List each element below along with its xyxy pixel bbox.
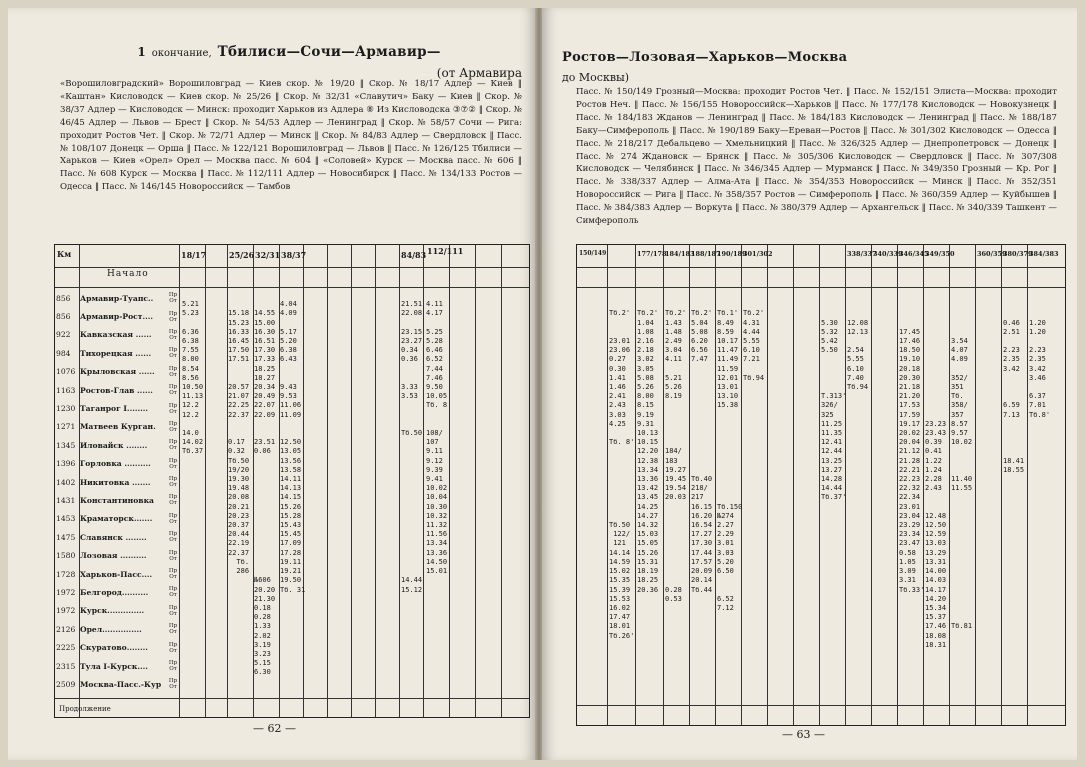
time-column: 4.11 4.17 5.25 5.28 6.46 6.52 7.44 7.46 9.50 10.05 Тб. 8 108/ 107 9.11 9.12 9.39 9.41 10.02 10.04 10.30 10.32 11.32 11.56 13.34 13.36 14.50 15.01 — [426, 300, 448, 576]
col-header: 150/149 — [579, 250, 607, 257]
time-column: 15.18 15.23 16.33 16.45 17.50 17.51 20.57 21.07 22.25 22.37 0.17 0.32 Тб.50 19/20 19.30 19.48 20.08 20.21 20.23 20.37 20.44 22.19 22.37 Тб. 286 — [228, 309, 250, 576]
time-column: Тб.2' 1.43 1.48 2.49 3.04 4.11 5.21 5.26 8.19 184/ 183 19.27 19.45 19.54 20.03 0.28 0.53 — [665, 309, 687, 603]
left-page — [8, 8, 536, 760]
timetable-left — [54, 244, 530, 718]
time-column: Тб.2' 1.04 1.08 2.16 2.18 3.02 3.05 5.08 5.26 8.00 8.15 9.19 9.31 10.13 10.15 12.20 12.38 13.34 13.36 13.42 13.45 14.25 14.27 14.32 15.03 15.05 15.26 15.31 18.19 18.25 20.36 — [637, 309, 659, 594]
time-column: 3.54 4.07 4.09 352/ 351 Тб. 358/ 357 8.57 9.57 10.02 11.40 11.55 Тб.81 — [951, 337, 973, 631]
col-header: 384/383 — [1029, 250, 1059, 258]
time-column: 5.30 5.32 5.42 5.50 Т.313' 326/ 325 11.25 11.35 12.41 12.44 13.25 13.27 14.28 14.44 Тб.37' — [821, 318, 847, 502]
route-title: Ростов—Лозовая—Харьков—Москва — [562, 50, 848, 65]
col-header: 177/178 — [637, 250, 667, 258]
station-row: 1345 Иловайск ........ Пр От — [56, 439, 178, 452]
left-page-header — [56, 44, 522, 80]
station-row: 1972 Белгород.......... Пр От — [56, 586, 178, 599]
time-column: 14.55 15.00 16.30 16.51 17.30 17.33 18.25 18.27 20.34 20.49 22.07 22.09 23.51 0.06 №606 20.20 21.30 0.18 0.28 1.33 2.02 3.19 3.23 5.15 6.30 — [254, 309, 276, 677]
station-row: 2225 Скуратово........ Пр От — [56, 641, 178, 654]
continuation-footer: Продолжение — [59, 705, 111, 713]
km-header: Км — [57, 249, 72, 259]
col-header: 112/111 — [427, 246, 464, 256]
col-header: 84/83 — [401, 250, 427, 260]
col-header: 38/37 — [281, 250, 307, 260]
train-notes: «Ворошиловградский» Ворошиловград — Киев скор. № 19/20 ‖ Скор. № 18/17 Адлер — Киев ‖ «Каштан» Кисловодск — Киев скор. № 25/26 ‖ Скор. № 32/31 «Славутич» Баку — Киев ‖ Скор. № 38/37 Адлер — Кисловодск — Минск: проходит Харьков из Адлера ⑧ Из Кисловодска ③⑦② ‖ Скор. № 46/45 Адлер — Львов — Брест ‖ Скор. № 54/53 Адлер — Ленинград ‖ Скор. № 58/57 Сочи — Рига: проходит Ростов Чет. ‖ Скор. № 72/71 Адлер — Минск ‖ Скор. № 84/83 Адлер — Свердловск ‖ Пасс. № 108/107 Донецк — Орша ‖ Пасс. № 122/121 Ворошиловград — Львов ‖ Пасс. № 126/125 Тбилиси — Харьков — Киев «Орел» Орел — Москва пасс. № 604 ‖ «Соловей» Курск — Москва пасс. № 606 ‖ Пасс. № 608 Курск — Москва ‖ Пасс. № 112/111 Адлер — Новосибирск ‖ Пасс. № 134/133 Ростов — Одесса ‖ Пасс. № 146/145 Новороссийск — Тамбов — [60, 79, 522, 193]
time-column: Тб.2' 4.31 4.44 5.55 6.10 7.21 Тб.94 — [743, 309, 765, 382]
train-notes: Пасс. № 150/149 Грозный—Москва: проходит Ростов Чет. ‖ Пасс. № 152/151 Элиста—Москва: проходит Ростов Неч. ‖ Пасс. № 156/155 Новороссийск—Харьков ‖ Пасс. № 177/178 Кисловодск — Новокузнецк ‖ Пасс. № 184/183 Жданов — Ленинград ‖ Пасс. № 184/183 Кисловодск — Ленинград ‖ Пасс. № 188/187 Баку—Симферополь ‖ Пасс. № 190/189 Баку—Ереван—Ростов ‖ Пасс. № 301/302 Кисловодск — Одесса ‖ Пасс. № 218/217 Дебальцево — Хмельницкий ‖ Пасс. № 326/325 Адлер — Днепропетровск — Донецк ‖ Пасс. № 274 Ждановск — Брянск ‖ Пасс. № 305/306 Кисловодск — Свердловск ‖ Пасс. № 307/308 Кисловодск — Челябинск ‖ Пасс. № 346/345 Адлер — Мурманск ‖ Пасс. № 349/350 Грозный — Кр. Рог ‖ Пасс. № 338/337 Адлер — Алма-Ата ‖ Пасс. № 354/353 Новороссийск — Минск ‖ Пасс. № 352/351 Новороссийск — Рига ‖ Пасс. № 358/357 Ростов — Симферополь ‖ Пасс. № 360/359 Адлер — Куйбышев ‖ Пасс. № 384/383 Адлер — Воркута ‖ Пасс. № 380/379 Адлер — Архангельск ‖ Пасс. № 340/339 Ташкент — Симферополь — [576, 87, 1057, 227]
time-column: 12.08 12.13 2.54 5.55 6.10 7.40 Тб.94 — [847, 318, 869, 392]
station-row: 2126 Орел............... Пр От — [56, 623, 178, 636]
station-row: 856 Армавир-Туапс.. Пр От — [56, 292, 178, 305]
time-column: 4.04 4.09 5.17 5.20 6.38 6.43 9.43 9.53 11.06 11.09 12.50 13.05 13.56 13.58 14.11 14.13 14.15 15.26 15.28 15.43 15.45 17.09 17.28 19.11 19.21 19.50 Тб. 31 — [280, 300, 306, 594]
table-number: 1 — [137, 45, 146, 59]
station-row: 1230 Таганрог I........ Пр От — [56, 402, 178, 415]
page-number: — 62 — — [253, 722, 296, 735]
time-column: 17.45 17.46 18.50 19.10 20.18 20.30 21.18 21.20 17.53 17.59 19.17 20.02 20.04 21.12 21.28 22.21 22.23 22.32 22.34 23.01 23.04 23.29 23.34 23.47 0.58 1.05 3.09 3.31 Тб.33' — [899, 327, 925, 594]
station-row: 856 Армавир-Рост.... Пр От — [56, 310, 178, 323]
station-row: 2315 Тула I-Курск.... Пр От — [56, 660, 178, 672]
col-header: 18/17 — [181, 250, 207, 260]
col-header: 340/339 — [873, 250, 903, 258]
start-label: Начало — [107, 269, 149, 279]
station-row: 984 Тихорецкая ...... Пр От — [56, 347, 178, 360]
station-row: 1475 Славянск ........ Пр От — [56, 531, 178, 544]
time-column: 23.23 23.43 0.39 0.41 1.22 1.24 2.28 2.43 12.48 12.50 12.59 13.03 13.29 13.31 14.00 14.03 14.17 14.20 15.34 15.37 17.46 18.08 18.31 — [925, 419, 947, 649]
right-page — [542, 8, 1077, 760]
station-row: 1972 Курск.............. Пр От — [56, 604, 178, 617]
col-header: 360/359 — [977, 250, 1007, 258]
col-header: 346/345 — [899, 250, 929, 258]
route-subtitle: до Москвы) — [562, 71, 630, 84]
col-header: 190/189 — [717, 250, 747, 258]
time-column: Тб.2' 5.04 5.08 6.20 6.56 7.47 Тб.40 218/ 217 16.15 16.20 16.54 17.27 17.30 17.44 17.57 20.09 20.14 Тб.44 — [691, 309, 713, 594]
station-row: 1453 Краматорск....... Пр От — [56, 512, 178, 525]
route-subtitle: (от Армавира — [436, 66, 522, 80]
col-header: 188/187 — [691, 250, 721, 258]
station-row: 1431 Константиновка Пр От — [56, 494, 178, 507]
col-header: 184/183 — [665, 250, 695, 258]
station-list — [55, 289, 179, 694]
right-page-header — [562, 50, 847, 84]
station-row: 1396 Горловка .......... Пр От — [56, 457, 178, 470]
col-header: 301/302 — [743, 250, 773, 258]
time-column: 1.20 1.20 2.23 2.35 3.42 3.46 6.37 7.01 Тб.8' — [1029, 318, 1051, 419]
time-column: 5.21 5.23 6.36 6.38 7.55 8.00 8.54 8.56 10.50 11.13 12.2 12.2 14.0 14.02 Тб.37 — [182, 300, 204, 456]
station-row: 1076 Крыловская ...... Пр От — [56, 365, 178, 378]
col-header: 25/26 — [229, 250, 255, 260]
station-row: 922 Кавказская ...... Пр От — [56, 328, 178, 341]
station-row: 2509 Москва-Пасс.-Кур Пр От — [56, 678, 178, 691]
col-header: 349/350 — [925, 250, 955, 258]
col-header: 32/31 — [255, 250, 281, 260]
page-number: — 63 — — [782, 728, 825, 741]
continuation-label: окончание, — [151, 48, 212, 59]
time-column: 21.51 22.08 23.15 23.27 0.34 0.36 3.33 3.53 Тб.50 14.44 15.12 — [401, 300, 423, 594]
station-row: 1728 Харьков-Пасс.... Пр От — [56, 568, 178, 581]
time-column: Тб.2' 23.01 23.06 0.27 0.30 1.41 1.46 2.41 2.43 3.03 4.25 Тб. 8' Тб.50 122/ 121 14.14 14.59 15.02 15.35 15.39 15.53 16.02 17.47 18.01 Тб.26' — [609, 309, 635, 640]
col-header: 380/379 — [1003, 250, 1033, 258]
station-row: 1163 Ростов-Глав ...... Пр От — [56, 384, 178, 397]
timetable-right — [576, 244, 1066, 726]
route-title: Тбилиси—Сочи—Армавир— — [217, 44, 441, 60]
col-header: 338/337 — [847, 250, 877, 258]
station-row: 1580 Лозовая .......... Пр От — [56, 549, 178, 562]
book-spread — [8, 8, 1077, 760]
time-column: 0.46 2.51 2.23 2.35 3.42 6.59 7.13 18.41 18.55 — [1003, 318, 1025, 474]
station-row: 1402 Никитовка ....... Пр От — [56, 476, 178, 489]
time-column: Тб.1' 8.49 8.59 10.17 11.47 11.49 11.59 12.01 13.01 13.10 15.38 Тб.150 №274 2.27 2.29 3.01 3.03 5.20 6.50 6.52 7.12 — [717, 309, 743, 612]
station-row: 1271 Матвеев Курган. Пр От — [56, 420, 178, 433]
